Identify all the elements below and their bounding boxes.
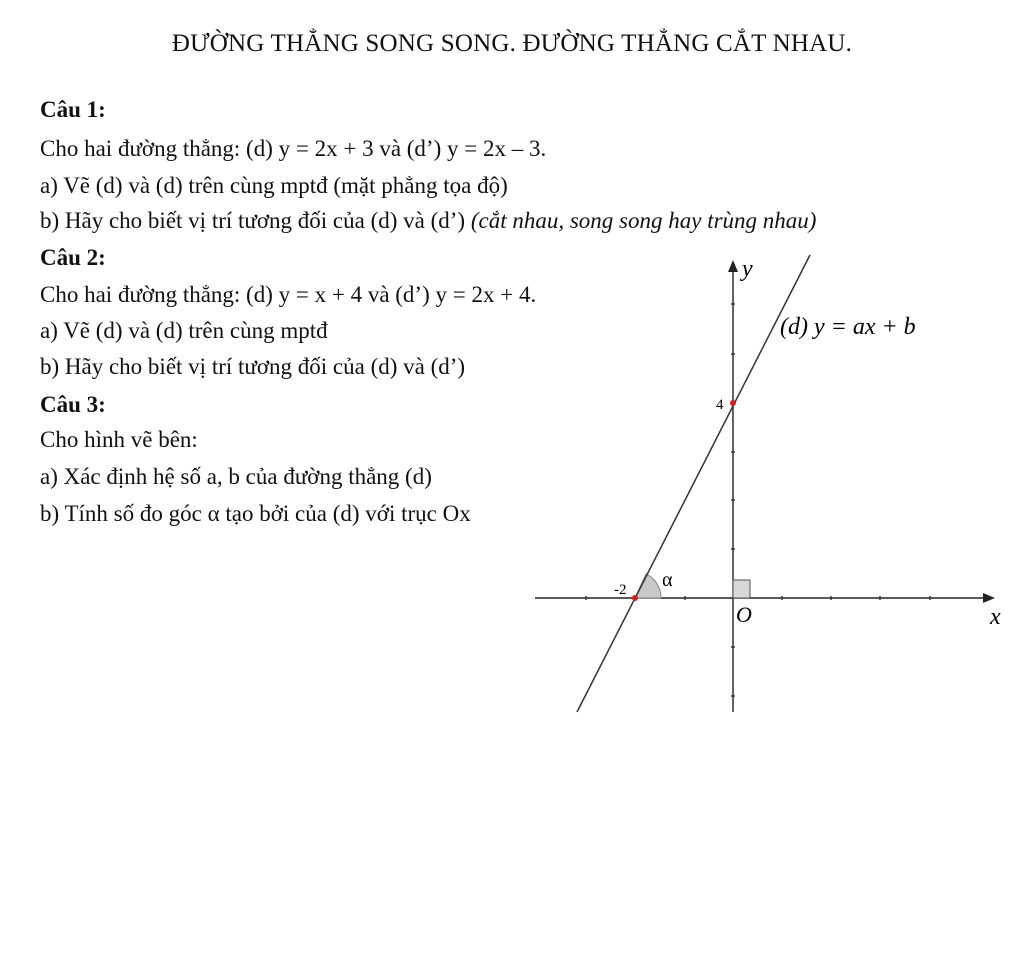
question-1-part-b-text: b) Hãy cho biết vị trí tương đối của (d) và (d’): [40, 208, 471, 233]
question-1-heading: Câu 1:: [40, 97, 106, 122]
question-2-heading: Câu 2:: [40, 245, 106, 270]
page-title: ĐƯỜNG THẲNG SONG SONG. ĐƯỜNG THẲNG CẮT NHAU.: [171, 30, 853, 57]
origin-label: O: [736, 602, 752, 627]
y-axis-label: y: [742, 256, 753, 282]
x-intercept-point: [632, 595, 638, 601]
right-angle-marker: [733, 580, 750, 598]
question-3-heading: Câu 3:: [40, 392, 106, 417]
question-3-part-a: a) Xác định hệ số a, b của đường thẳng (d): [40, 464, 432, 489]
question-2-part-b: b) Hãy cho biết vị trí tương đối của (d) và (d’): [40, 354, 466, 379]
y-intercept-point: [730, 400, 736, 406]
line-d: [577, 255, 810, 712]
question-1-part-b-options: (cắt nhau, song song hay trùng nhau): [470, 208, 817, 233]
x-axis-label: x: [990, 604, 1001, 630]
y-intercept-label: 4: [716, 397, 724, 413]
line-equation-label: (d) y = ax + b: [780, 314, 916, 340]
x-intercept-label: -2: [614, 582, 627, 598]
question-2-part-a: a) Vẽ (d) và (d) trên cùng mptđ: [40, 318, 328, 343]
question-1-part-a: a) Vẽ (d) và (d) trên cùng mptđ (mặt phẳng tọa độ): [40, 173, 508, 198]
y-axis-arrow-icon: [728, 260, 738, 272]
question-1-intro: Cho hai đường thẳng: (d) y = 2x + 3 và (d’) y = 2x – 3.: [40, 136, 547, 161]
question-3-intro: Cho hình vẽ bên:: [40, 427, 198, 452]
x-axis-arrow-icon: [983, 593, 995, 603]
question-2-intro: Cho hai đường thẳng: (d) y = x + 4 và (d’) y = 2x + 4.: [40, 282, 537, 307]
angle-alpha-marker: [635, 574, 661, 598]
angle-alpha-label: α: [662, 569, 673, 591]
question-3-part-b: b) Tính số đo góc α tạo bởi của (d) với trục Ox: [40, 501, 471, 526]
